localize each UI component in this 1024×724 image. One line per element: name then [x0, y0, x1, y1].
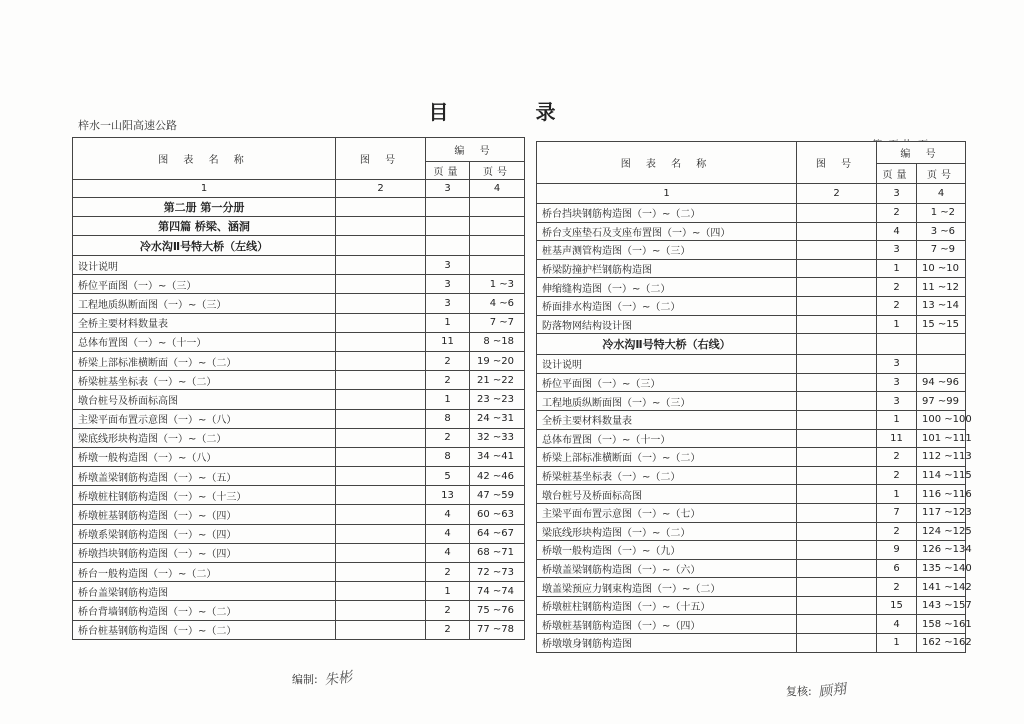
- page-range: 42 ~46: [470, 467, 525, 486]
- toc-table-right: [536, 141, 972, 653]
- item-name: 工程地质纵断面图（一）~（三）: [537, 392, 797, 411]
- drawing-no: [336, 409, 426, 428]
- drawing-no: [797, 373, 877, 392]
- item-name: 防落物网结构设计图: [537, 315, 797, 334]
- table-row: [537, 522, 966, 541]
- table-row: [73, 620, 525, 639]
- page-count: 8: [426, 447, 470, 466]
- page-count: 2: [426, 351, 470, 370]
- table-row: [73, 467, 525, 486]
- page-range: 23 ~23: [470, 390, 525, 409]
- page-count: 5: [426, 467, 470, 486]
- table-row: [73, 332, 525, 351]
- table-row: [73, 275, 525, 294]
- table-row: [73, 601, 525, 620]
- page-count: 1: [877, 410, 917, 429]
- item-name: 墩台桩号及桥面标高图: [73, 390, 336, 409]
- item-name: 墩台桩号及桥面标高图: [537, 485, 797, 504]
- table-row: [73, 447, 525, 466]
- page-count: 3: [426, 294, 470, 313]
- table-row: [537, 559, 966, 578]
- item-name: 桥梁防撞护栏钢筋构造图: [537, 259, 797, 278]
- page-range: 116 ~116: [917, 485, 966, 504]
- page-range: 1 ~2: [917, 204, 966, 223]
- page-range: 24 ~31: [470, 409, 525, 428]
- item-name: 桥墩盖梁钢筋构造图（一）~（五）: [73, 467, 336, 486]
- page-count: 15: [877, 596, 917, 615]
- page-range: 97 ~99: [917, 392, 966, 411]
- page-range: 64 ~67: [470, 524, 525, 543]
- page-range: 10 ~10: [917, 259, 966, 278]
- item-name: 桥台挡块钢筋构造图（一）~（二）: [537, 204, 797, 223]
- table-row: [537, 485, 966, 504]
- page-range: 32 ~33: [470, 428, 525, 447]
- table-row: [537, 578, 966, 597]
- item-name: 桥梁桩基坐标表（一）~（二）: [537, 466, 797, 485]
- header-page-count: 页量: [877, 164, 917, 184]
- section-heading: 第四篇 桥梁、涵洞: [73, 217, 336, 236]
- page-count: 2: [877, 522, 917, 541]
- page-range: 94 ~96: [917, 373, 966, 392]
- page-range: [917, 355, 966, 374]
- page-count: 11: [877, 429, 917, 448]
- table-row: [537, 296, 966, 315]
- page-count: 2: [877, 466, 917, 485]
- drawing-no: [797, 278, 877, 297]
- page-count: 2: [426, 563, 470, 582]
- page-range: 34 ~41: [470, 447, 525, 466]
- right-rows-b: [537, 355, 972, 653]
- item-name: 桥面排水构造图（一）~（二）: [537, 296, 797, 315]
- page-range: 7 ~9: [917, 241, 966, 260]
- page-count: 9: [877, 541, 917, 560]
- table-row: [537, 615, 966, 634]
- page-count: 3: [877, 241, 917, 260]
- item-name: 伸缩缝构造图（一）~（二）: [537, 278, 797, 297]
- table-row: [73, 524, 525, 543]
- page-count: 3: [426, 256, 470, 275]
- page-range: 124 ~125: [917, 522, 966, 541]
- item-name: 桥墩一般构造图（一）~（八）: [73, 447, 336, 466]
- table-row: [73, 390, 525, 409]
- drawing-no: [797, 522, 877, 541]
- page-range: 162 ~162: [917, 634, 966, 653]
- page-range: 101 ~111: [917, 429, 966, 448]
- drawing-no: [336, 486, 426, 505]
- item-name: 桥梁桩基坐标表（一）~（二）: [73, 371, 336, 390]
- drawing-no: [336, 582, 426, 601]
- page-range: 60 ~63: [470, 505, 525, 524]
- item-name: 总体布置图（一）~（十一）: [537, 429, 797, 448]
- table-row: [537, 355, 966, 374]
- table-row: [537, 259, 966, 278]
- table-row: [73, 294, 525, 313]
- table-row: [537, 634, 966, 653]
- page-count: 2: [877, 204, 917, 223]
- item-name: 主梁平面布置示意图（一）~（七）: [537, 503, 797, 522]
- page-title: 目 录: [428, 100, 596, 124]
- page-count: 2: [426, 371, 470, 390]
- col-number: 4: [470, 180, 525, 198]
- col-number: 1: [73, 180, 336, 198]
- compiler-name: 朱彬: [322, 669, 353, 689]
- page-count: 4: [426, 524, 470, 543]
- page-count: 2: [426, 428, 470, 447]
- page-range: 77 ~78: [470, 620, 525, 639]
- page-range: 100 ~100: [917, 410, 966, 429]
- header-page-no: 页号: [917, 164, 966, 184]
- item-name: 桥墩挡块钢筋构造图（一）~（四）: [73, 543, 336, 562]
- drawing-no: [797, 596, 877, 615]
- drawing-no: [797, 634, 877, 653]
- drawing-no: [797, 503, 877, 522]
- drawing-no: [336, 524, 426, 543]
- table-row: [73, 563, 525, 582]
- header-name: 图 表 名 称: [73, 138, 336, 180]
- drawing-no: [336, 294, 426, 313]
- header-numbering: 编 号: [877, 142, 966, 164]
- table-row: [73, 505, 525, 524]
- page-count: 2: [426, 601, 470, 620]
- item-name: 桥墩一般构造图（一）~（九）: [537, 541, 797, 560]
- item-name: 桥台支座垫石及支座布置图（一）~（四）: [537, 222, 797, 241]
- table-row: [537, 596, 966, 615]
- drawing-no: [336, 275, 426, 294]
- page-count: 1: [877, 485, 917, 504]
- compiler-label: 编制:: [292, 673, 318, 686]
- table-row: [73, 256, 525, 275]
- col-number: 1: [537, 184, 797, 204]
- page-range: 1 ~3: [470, 275, 525, 294]
- table-row: [73, 486, 525, 505]
- item-name: 桥台桩基钢筋构造图（一）~（二）: [73, 620, 336, 639]
- drawing-no: [797, 222, 877, 241]
- drawing-no: [797, 559, 877, 578]
- drawing-no: [336, 256, 426, 275]
- item-name: 桥台背墙钢筋构造图（一）~（二）: [73, 601, 336, 620]
- drawing-no: [797, 204, 877, 223]
- item-name: 桥位平面图（一）~（三）: [73, 275, 336, 294]
- drawing-no: [797, 615, 877, 634]
- page-range: 7 ~7: [470, 313, 525, 332]
- item-name: 桥位平面图（一）~（三）: [537, 373, 797, 392]
- drawing-no: [336, 505, 426, 524]
- item-name: 桥墩墩身钢筋构造图: [537, 634, 797, 653]
- table-row: [537, 315, 966, 334]
- page-range: 21 ~22: [470, 371, 525, 390]
- page-count: 1: [426, 582, 470, 601]
- toc-table-left: [72, 137, 525, 640]
- page-count: 6: [877, 559, 917, 578]
- drawing-no: [336, 467, 426, 486]
- page-range: 72 ~73: [470, 563, 525, 582]
- page-range: 11 ~12: [917, 278, 966, 297]
- header-numbering: 编 号: [426, 138, 525, 162]
- page-count: 2: [877, 296, 917, 315]
- page-count: 11: [426, 332, 470, 351]
- item-name: 桥墩桩基钢筋构造图（一）~（四）: [73, 505, 336, 524]
- page-range: 3 ~6: [917, 222, 966, 241]
- page-count: 4: [426, 543, 470, 562]
- page-range: [470, 256, 525, 275]
- page-count: 4: [877, 615, 917, 634]
- drawing-no: [336, 351, 426, 370]
- page-range: 19 ~20: [470, 351, 525, 370]
- item-name: 桥台盖梁钢筋构造图: [73, 582, 336, 601]
- item-name: 桥墩桩柱钢筋构造图（一）~（十五）: [537, 596, 797, 615]
- header-page-no: 页号: [470, 162, 525, 180]
- item-name: 桥墩系梁钢筋构造图（一）~（四）: [73, 524, 336, 543]
- page-range: 117 ~123: [917, 503, 966, 522]
- table-row: [537, 241, 966, 260]
- table-row: [73, 409, 525, 428]
- table-row: [73, 543, 525, 562]
- page-range: 68 ~71: [470, 543, 525, 562]
- drawing-no: [336, 332, 426, 351]
- page-range: 135 ~140: [917, 559, 966, 578]
- drawing-no: [797, 466, 877, 485]
- table-row: [537, 466, 966, 485]
- item-name: 梁底线形块构造图（一）~（二）: [537, 522, 797, 541]
- table-row: [73, 351, 525, 370]
- page-range: 126 ~134: [917, 541, 966, 560]
- page-count: 1: [877, 315, 917, 334]
- col-number: 2: [797, 184, 877, 204]
- page-range: 74 ~74: [470, 582, 525, 601]
- page-count: 2: [877, 278, 917, 297]
- table-row: [73, 371, 525, 390]
- reviewer-label: 复核:: [786, 685, 812, 698]
- item-name: 工程地质纵断面图（一）~（三）: [73, 294, 336, 313]
- section-heading: 第二册 第一分册: [73, 198, 336, 217]
- reviewer-signature: [786, 680, 846, 700]
- page-count: 1: [426, 390, 470, 409]
- drawing-no: [336, 428, 426, 447]
- drawing-no: [797, 315, 877, 334]
- item-name: 桥墩桩柱钢筋构造图（一）~（十三）: [73, 486, 336, 505]
- page-count: 8: [426, 409, 470, 428]
- page-range: 4 ~6: [470, 294, 525, 313]
- drawing-no: [336, 563, 426, 582]
- drawing-no: [336, 620, 426, 639]
- page-count: 1: [426, 313, 470, 332]
- item-name: 桥台一般构造图（一）~（二）: [73, 563, 336, 582]
- page-count: 4: [426, 505, 470, 524]
- header-name: 图 表 名 称: [537, 142, 797, 184]
- drawing-no: [797, 541, 877, 560]
- item-name: 全桥主要材料数量表: [537, 410, 797, 429]
- page-range: 141 ~142: [917, 578, 966, 597]
- table-row: [537, 503, 966, 522]
- page-count: 13: [426, 486, 470, 505]
- item-name: 主梁平面布置示意图（一）~（八）: [73, 409, 336, 428]
- page-count: 4: [877, 222, 917, 241]
- drawing-no: [797, 355, 877, 374]
- item-name: 桥墩桩基钢筋构造图（一）~（四）: [537, 615, 797, 634]
- page-count: 3: [877, 355, 917, 374]
- section-heading: 冷水沟Ⅱ号特大桥（左线）: [73, 236, 336, 256]
- page-count: 2: [877, 448, 917, 467]
- item-name: 设计说明: [537, 355, 797, 374]
- item-name: 墩盖梁预应力钢束构造图（一）~（二）: [537, 578, 797, 597]
- drawing-no: [797, 448, 877, 467]
- page-range: 75 ~76: [470, 601, 525, 620]
- item-name: 全桥主要材料数量表: [73, 313, 336, 332]
- item-name: 桥梁上部标准横断面（一）~（二）: [73, 351, 336, 370]
- left-rows: [73, 256, 525, 640]
- item-name: 桩基声测管构造图（一）~（三）: [537, 241, 797, 260]
- page-count: 3: [877, 373, 917, 392]
- item-name: 桥梁上部标准横断面（一）~（二）: [537, 448, 797, 467]
- drawing-no: [797, 259, 877, 278]
- page-range: 158 ~161: [917, 615, 966, 634]
- col-number: 2: [336, 180, 426, 198]
- table-row: [537, 429, 966, 448]
- page-count: 1: [877, 634, 917, 653]
- page-range: 114 ~115: [917, 466, 966, 485]
- drawing-no: [797, 392, 877, 411]
- drawing-no: [797, 429, 877, 448]
- drawing-no: [336, 313, 426, 332]
- page-range: 47 ~59: [470, 486, 525, 505]
- drawing-no: [797, 578, 877, 597]
- table-row: [537, 410, 966, 429]
- compiler-signature: [292, 668, 352, 688]
- page-count: 3: [426, 275, 470, 294]
- page-count: 2: [426, 620, 470, 639]
- item-name: 设计说明: [73, 256, 336, 275]
- item-name: 桥墩盖梁钢筋构造图（一）~（六）: [537, 559, 797, 578]
- page-range: 112 ~113: [917, 448, 966, 467]
- drawing-no: [797, 241, 877, 260]
- page-count: 7: [877, 503, 917, 522]
- drawing-no: [797, 410, 877, 429]
- drawing-no: [336, 543, 426, 562]
- col-number: 3: [877, 184, 917, 204]
- table-row: [73, 582, 525, 601]
- page-count: 3: [877, 392, 917, 411]
- page-range: 15 ~15: [917, 315, 966, 334]
- table-row: [537, 541, 966, 560]
- item-name: 总体布置图（一）~（十一）: [73, 332, 336, 351]
- table-row: [537, 204, 966, 223]
- col-number: 3: [426, 180, 470, 198]
- header-drawing-no: 图 号: [336, 138, 426, 180]
- page-count: 2: [877, 578, 917, 597]
- reviewer-name: 顾翔: [816, 681, 847, 701]
- drawing-no: [336, 371, 426, 390]
- section-heading: 冷水沟Ⅱ号特大桥（右线）: [537, 334, 797, 355]
- drawing-no: [336, 447, 426, 466]
- project-name: 梓水一山阳高速公路: [78, 119, 177, 132]
- right-rows-a: [537, 204, 966, 334]
- drawing-no: [336, 601, 426, 620]
- page-range: 8 ~18: [470, 332, 525, 351]
- table-row: [537, 278, 966, 297]
- table-row: [73, 428, 525, 447]
- table-row: [537, 392, 966, 411]
- page-count: 1: [877, 259, 917, 278]
- table-row: [537, 222, 966, 241]
- page-range: 13 ~14: [917, 296, 966, 315]
- header-page-count: 页量: [426, 162, 470, 180]
- col-number: 4: [917, 184, 966, 204]
- header-drawing-no: 图 号: [797, 142, 877, 184]
- page-range: 143 ~157: [917, 596, 966, 615]
- drawing-no: [797, 296, 877, 315]
- drawing-no: [336, 390, 426, 409]
- drawing-no: [797, 485, 877, 504]
- table-row: [537, 448, 966, 467]
- table-row: [73, 313, 525, 332]
- item-name: 梁底线形块构造图（一）~（二）: [73, 428, 336, 447]
- table-row: [537, 373, 966, 392]
